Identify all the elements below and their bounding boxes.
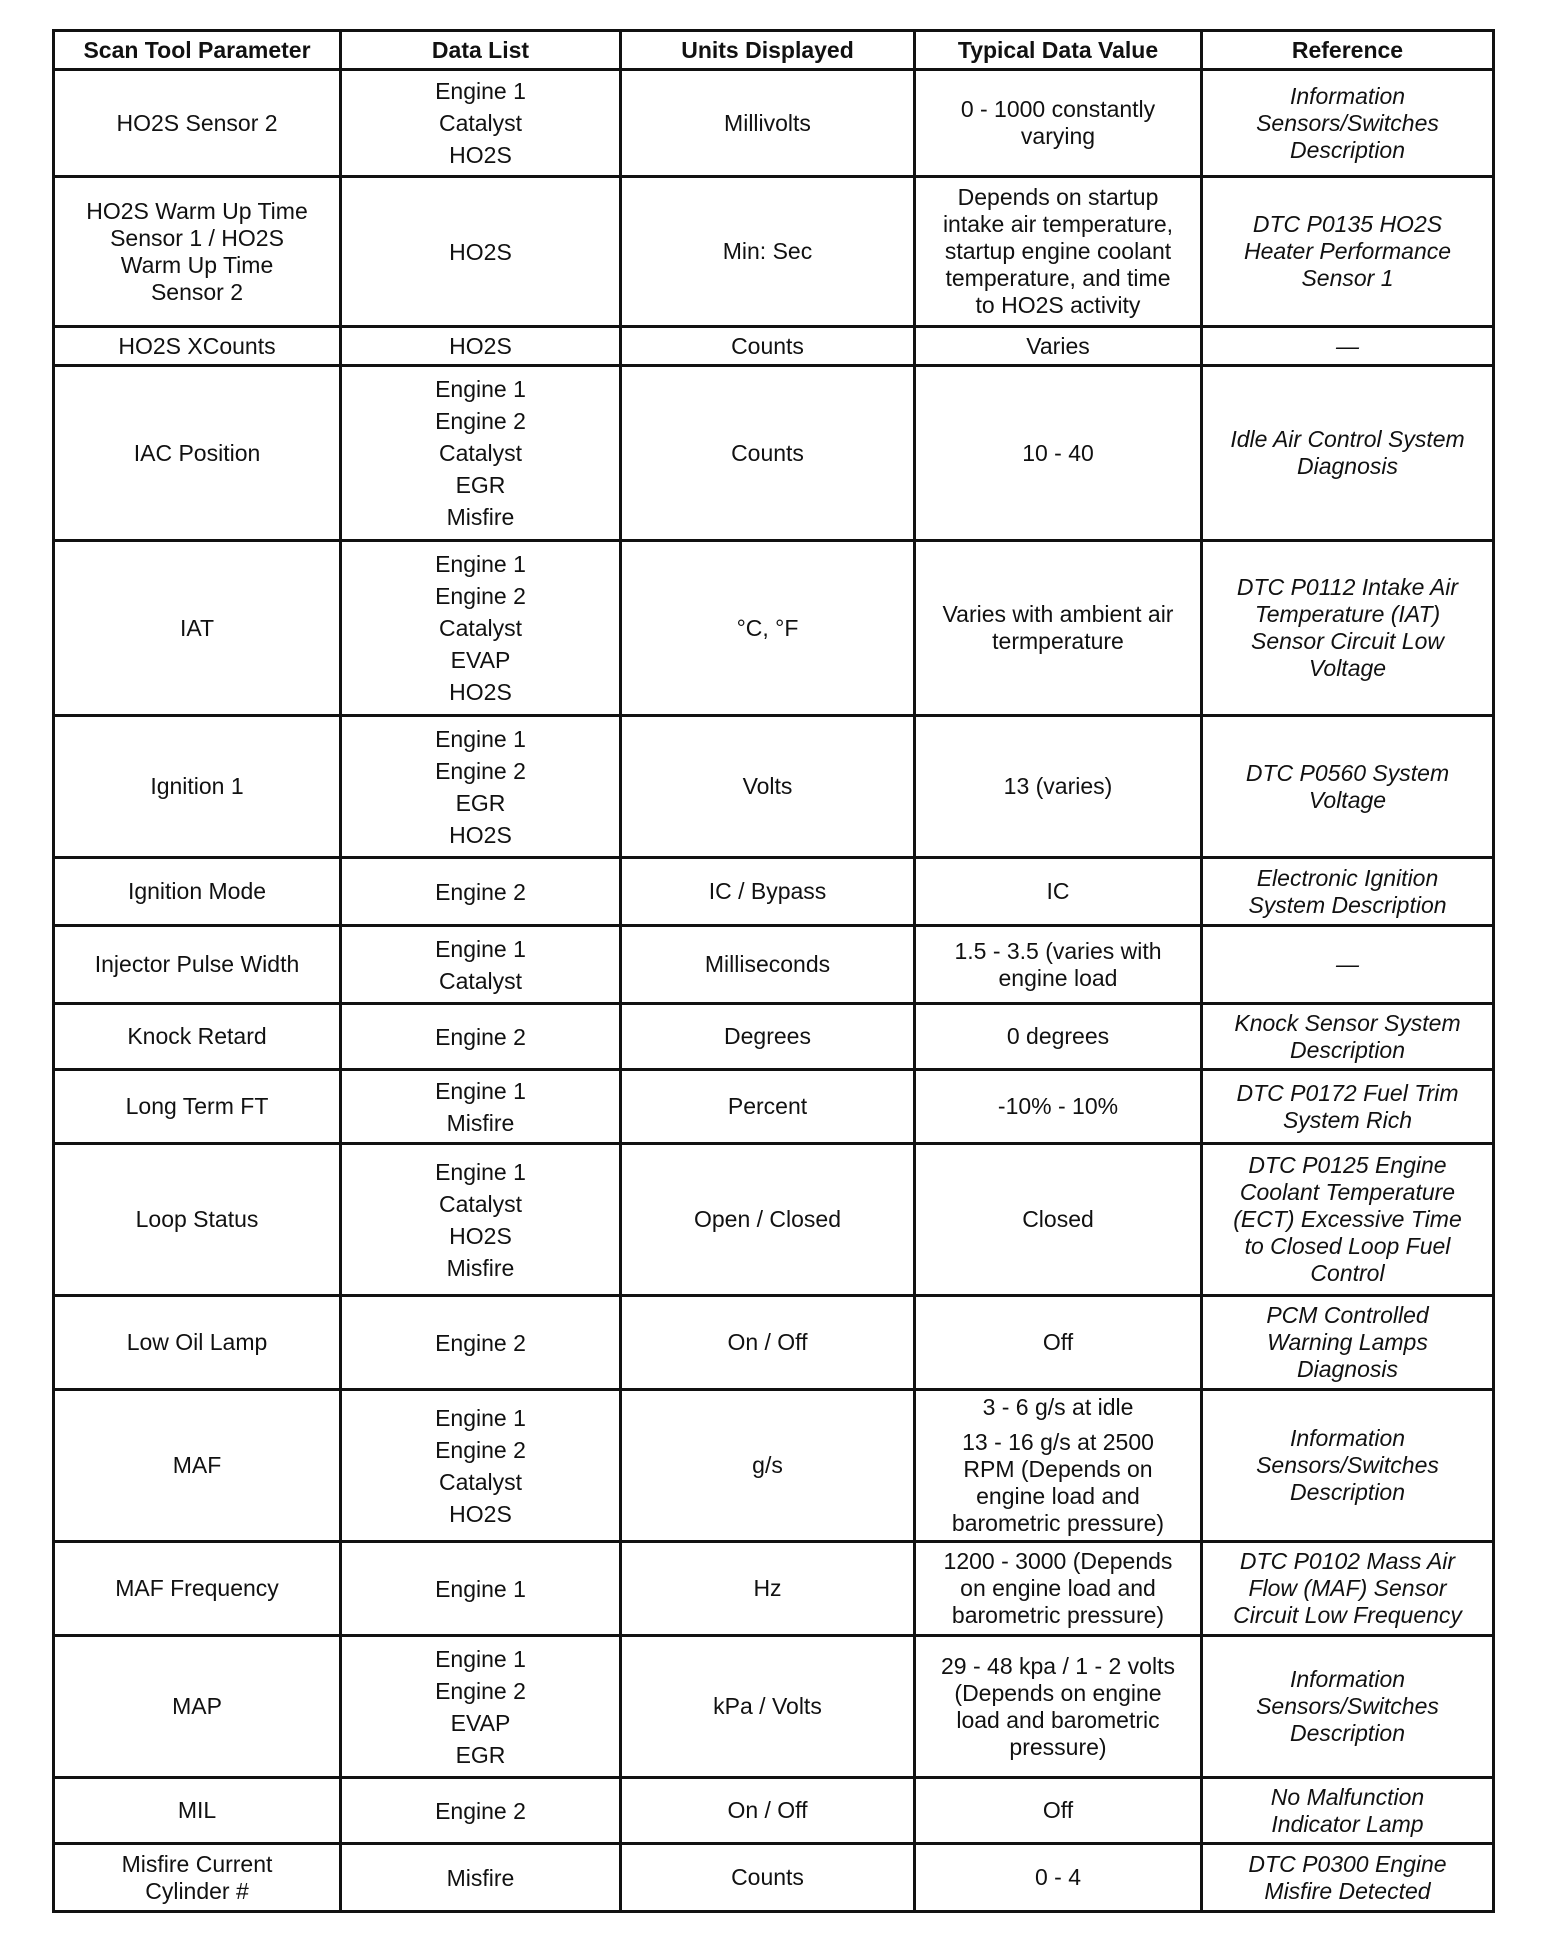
param-cell — [54, 541, 341, 716]
param-cell-line: Loop Status — [135, 1206, 259, 1232]
data-list-cell-line: Catalyst — [438, 1190, 523, 1217]
table-row — [54, 1778, 1494, 1844]
reference-cell-line: DTC P0102 Mass Air — [1239, 1548, 1456, 1574]
data-list-cell-line: Engine 2 — [435, 1677, 526, 1704]
data-list-cell — [341, 1390, 621, 1542]
reference-cell-line: Voltage — [1308, 786, 1387, 813]
data-list-cell — [341, 1004, 621, 1070]
units-cell-line: Counts — [731, 439, 804, 466]
typical-value-cell-line: 13 - 16 g/s at 2500 — [962, 1429, 1154, 1455]
units-cell-line: Min: Sec — [722, 238, 813, 264]
units-cell — [621, 1844, 915, 1912]
data-list-cell-line: EVAP — [450, 647, 511, 673]
typical-value-cell-line: intake air temperature, — [942, 211, 1174, 237]
data-list-cell-line: HO2S — [449, 238, 512, 265]
reference-cell-line: Sensors/Switches — [1256, 1693, 1439, 1719]
data-list-cell-line: Misfire — [446, 1254, 515, 1281]
reference-cell — [1202, 858, 1494, 926]
typical-value-cell-line: engine load — [998, 964, 1118, 991]
units-cell-line: Millivolts — [724, 109, 811, 136]
param-cell — [54, 858, 341, 926]
data-list-cell-line: Engine 1 — [435, 935, 526, 962]
param-cell — [54, 327, 341, 366]
data-list-cell-line: Engine 1 — [435, 1077, 526, 1104]
data-list-cell-line: Engine 1 — [435, 1575, 526, 1602]
data-list-cell-line: Engine 1 — [435, 725, 526, 752]
typical-value-cell — [915, 716, 1202, 858]
table-row — [54, 716, 1494, 858]
data-list-cell-line: Engine 1 — [435, 376, 526, 402]
data-list-cell-line: Misfire — [446, 504, 515, 530]
units-cell — [621, 1004, 915, 1070]
data-list-cell — [341, 70, 621, 177]
units-cell — [621, 858, 915, 926]
reference-cell-line: Description — [1289, 1720, 1406, 1746]
reference-cell — [1202, 1004, 1494, 1070]
data-list-cell-line: Misfire — [446, 1109, 515, 1136]
table-row — [54, 1844, 1494, 1912]
typical-value-cell — [915, 70, 1202, 177]
data-list-cell-line: HO2S — [449, 821, 512, 848]
data-list-cell-line: EGR — [455, 472, 506, 498]
param-cell-line: Knock Retard — [127, 1023, 267, 1049]
typical-value-cell — [915, 858, 1202, 926]
data-list-cell — [341, 1844, 621, 1912]
reference-cell-line: DTC P0560 System — [1245, 759, 1450, 786]
data-list-cell-line: HO2S — [449, 333, 512, 359]
reference-cell — [1202, 327, 1494, 366]
reference-cell-line: Coolant Temperature — [1239, 1179, 1456, 1205]
units-cell-line: Counts — [731, 332, 804, 359]
param-cell-line: MAP — [172, 1693, 222, 1719]
data-list-cell-line: Engine 2 — [435, 1023, 526, 1050]
typical-value-cell-line: Off — [1042, 1797, 1074, 1823]
units-cell — [621, 1070, 915, 1144]
data-list-cell-line: Catalyst — [438, 615, 523, 641]
data-list-cell-line: Engine 1 — [435, 551, 526, 577]
param-cell-line: IAC Position — [133, 439, 261, 466]
table-row — [54, 70, 1494, 177]
table-row — [54, 1636, 1494, 1778]
table-row — [54, 858, 1494, 926]
units-cell-line: Milliseconds — [704, 951, 831, 977]
typical-value-cell-line: Varies with ambient air — [942, 601, 1174, 627]
data-list-cell-line: Engine 2 — [435, 1797, 526, 1824]
header-typical-data-value: Typical Data Value — [915, 31, 1202, 70]
data-list-cell — [341, 1778, 621, 1844]
table-row — [54, 1144, 1494, 1296]
typical-value-cell — [915, 926, 1202, 1004]
reference-cell — [1202, 70, 1494, 177]
typical-value-cell-line: RPM (Depends on — [963, 1456, 1153, 1482]
param-cell — [54, 1390, 341, 1542]
param-cell — [54, 1542, 341, 1636]
table-row — [54, 177, 1494, 327]
param-cell-line: HO2S Warm Up Time — [86, 197, 308, 224]
data-list-cell — [341, 366, 621, 541]
typical-value-cell — [915, 1542, 1202, 1636]
param-cell-line: MAF Frequency — [115, 1575, 279, 1601]
data-list-cell-line: HO2S — [449, 1222, 512, 1249]
reference-cell-line: Information — [1289, 82, 1406, 109]
param-cell — [54, 1004, 341, 1070]
typical-value-cell — [915, 1844, 1202, 1912]
units-cell-line: Volts — [742, 773, 793, 799]
reference-cell-line: Description — [1289, 1036, 1406, 1063]
header-reference: Reference — [1202, 31, 1494, 70]
table-row — [54, 926, 1494, 1004]
typical-value-cell-line: 0 - 1000 constantly — [960, 96, 1156, 122]
reference-cell-line: Diagnosis — [1297, 453, 1398, 479]
typical-value-cell-line: 3 - 6 g/s at idle — [982, 1394, 1134, 1420]
reference-cell-line: Circuit Low Frequency — [1233, 1602, 1462, 1628]
typical-value-cell-line: startup engine coolant — [944, 238, 1172, 264]
param-cell-line: Injector Pulse Width — [94, 951, 300, 977]
reference-cell-line: Flow (MAF) Sensor — [1248, 1575, 1447, 1601]
data-list-cell — [341, 1296, 621, 1390]
units-cell — [621, 1296, 915, 1390]
reference-cell — [1202, 1636, 1494, 1778]
reference-cell-line: Information — [1289, 1666, 1406, 1692]
table-row — [54, 327, 1494, 366]
table-row — [54, 1070, 1494, 1144]
document-page — [52, 29, 1492, 1913]
reference-cell-line: Description — [1289, 136, 1406, 163]
data-list-cell-line: Engine 1 — [435, 78, 526, 104]
reference-cell — [1202, 1778, 1494, 1844]
units-cell — [621, 1778, 915, 1844]
table-row — [54, 366, 1494, 541]
table-row — [54, 1004, 1494, 1070]
typical-value-cell — [915, 1296, 1202, 1390]
data-list-cell — [341, 926, 621, 1004]
typical-value-cell-line: pressure) — [1009, 1733, 1107, 1760]
param-cell — [54, 177, 341, 327]
table-row — [54, 1296, 1494, 1390]
data-list-cell-line: Engine 1 — [435, 1158, 526, 1185]
typical-value-cell-line: on engine load and — [960, 1575, 1156, 1601]
param-cell-line: HO2S XCounts — [118, 332, 276, 359]
units-cell — [621, 926, 915, 1004]
param-cell-line: Sensor 2 — [150, 278, 244, 305]
param-cell — [54, 1778, 341, 1844]
param-cell-line: Ignition 1 — [150, 773, 244, 799]
param-cell — [54, 926, 341, 1004]
param-cell — [54, 366, 341, 541]
data-list-cell-line: Engine 2 — [435, 1329, 526, 1356]
typical-value-cell — [915, 1636, 1202, 1778]
typical-value-cell-line: 1200 - 3000 (Depends — [943, 1548, 1173, 1574]
units-cell — [621, 1636, 915, 1778]
data-list-cell — [341, 177, 621, 327]
units-cell — [621, 716, 915, 858]
reference-cell — [1202, 1844, 1494, 1912]
table-header-row — [54, 31, 1494, 70]
param-cell-line: Low Oil Lamp — [126, 1329, 268, 1355]
data-list-cell-line: Engine 1 — [435, 1645, 526, 1672]
typical-value-cell — [915, 1390, 1202, 1542]
data-list-cell-line: Engine 2 — [435, 408, 526, 434]
typical-value-cell-line: Off — [1042, 1329, 1074, 1355]
units-cell-line: Hz — [753, 1575, 782, 1601]
typical-value-cell — [915, 366, 1202, 541]
reference-cell-line: Sensors/Switches — [1256, 1452, 1439, 1478]
data-list-cell-line: HO2S — [449, 679, 512, 705]
data-list-cell-line: EGR — [455, 789, 506, 816]
reference-cell — [1202, 1070, 1494, 1144]
param-cell-line: Ignition Mode — [127, 878, 267, 904]
data-list-cell — [341, 327, 621, 366]
param-cell — [54, 716, 341, 858]
reference-cell-line: System Description — [1248, 891, 1447, 918]
units-cell — [621, 70, 915, 177]
data-list-cell — [341, 1636, 621, 1778]
reference-cell-line: Misfire Detected — [1264, 1877, 1431, 1904]
typical-value-cell-line: IC — [1046, 878, 1070, 904]
typical-value-cell-line: temperature, and time — [945, 265, 1171, 291]
data-list-cell-line: Engine 1 — [435, 1404, 526, 1431]
typical-value-cell-line: 0 - 4 — [1034, 1864, 1082, 1890]
data-list-cell-line: Engine 2 — [435, 878, 526, 905]
typical-value-cell-line: Closed — [1022, 1206, 1094, 1232]
reference-cell-line: to Closed Loop Fuel — [1244, 1233, 1451, 1259]
data-list-cell-line: Catalyst — [438, 967, 523, 994]
units-cell-line: Degrees — [724, 1023, 811, 1049]
header-scan-tool-parameter: Scan Tool Parameter — [54, 31, 341, 70]
typical-value-cell — [915, 327, 1202, 366]
reference-cell-line: Idle Air Control System — [1230, 426, 1465, 452]
typical-value-cell-line: 10 - 40 — [1022, 439, 1094, 466]
data-list-cell-line: Catalyst — [438, 110, 523, 136]
param-cell — [54, 70, 341, 177]
reference-cell-line: Information — [1289, 1425, 1406, 1451]
data-list-cell — [341, 1070, 621, 1144]
typical-value-cell — [915, 1778, 1202, 1844]
typical-value-cell-line: varying — [1020, 123, 1096, 149]
units-cell — [621, 1390, 915, 1542]
table-row — [54, 1390, 1494, 1542]
data-list-cell-line: EGR — [455, 1741, 506, 1768]
typical-value-cell — [915, 177, 1202, 327]
data-list-cell-line: Engine 2 — [435, 583, 526, 609]
param-cell — [54, 1144, 341, 1296]
typical-value-cell-line: 13 (varies) — [1003, 773, 1113, 799]
reference-cell-line: DTC P0135 HO2S — [1252, 211, 1443, 237]
reference-cell — [1202, 1390, 1494, 1542]
param-cell-line: Long Term FT — [125, 1093, 269, 1119]
reference-cell-line: Heater Performance — [1243, 238, 1452, 264]
data-list-cell — [341, 716, 621, 858]
reference-cell-line: Diagnosis — [1297, 1356, 1398, 1382]
reference-cell-line: Indicator Lamp — [1271, 1810, 1424, 1837]
typical-value-cell-line: Depends on startup — [957, 184, 1159, 210]
reference-cell-line: Sensor 1 — [1301, 265, 1394, 291]
typical-value-cell-line: (Depends on engine — [954, 1679, 1162, 1706]
units-cell — [621, 1144, 915, 1296]
param-cell-line: MIL — [177, 1797, 217, 1823]
data-list-cell-line: Engine 2 — [435, 757, 526, 784]
reference-cell-line: DTC P0300 Engine — [1248, 1850, 1447, 1877]
reference-cell — [1202, 926, 1494, 1004]
data-list-cell-line: Catalyst — [438, 440, 523, 466]
typical-value-cell-line: barometric pressure) — [951, 1602, 1165, 1628]
reference-cell-line: System Rich — [1282, 1106, 1413, 1133]
reference-cell-line: Control — [1310, 1260, 1385, 1286]
param-cell-line: MAF — [172, 1452, 222, 1478]
typical-value-cell — [915, 1004, 1202, 1070]
reference-cell — [1202, 177, 1494, 327]
table-row — [54, 541, 1494, 716]
param-cell — [54, 1296, 341, 1390]
reference-cell — [1202, 716, 1494, 858]
param-cell-line: Warm Up Time — [120, 251, 274, 278]
param-cell-line: Sensor 1 / HO2S — [110, 224, 284, 251]
param-cell — [54, 1844, 341, 1912]
reference-cell — [1202, 1144, 1494, 1296]
data-list-cell — [341, 1542, 621, 1636]
header-data-list: Data List — [341, 31, 621, 70]
reference-cell-line: DTC P0172 Fuel Trim — [1236, 1079, 1459, 1106]
reference-cell-line: Knock Sensor System — [1234, 1009, 1461, 1036]
units-cell — [621, 177, 915, 327]
reference-cell — [1202, 366, 1494, 541]
data-list-cell-line: EVAP — [450, 1709, 511, 1736]
reference-cell-line: No Malfunction — [1270, 1783, 1425, 1810]
reference-cell — [1202, 1542, 1494, 1636]
reference-cell — [1202, 1296, 1494, 1390]
reference-cell-line: PCM Controlled — [1266, 1302, 1429, 1328]
units-cell-line: °C, °F — [736, 614, 799, 641]
typical-value-cell-line: engine load and — [976, 1483, 1140, 1509]
typical-value-cell-line: barometric pressure) — [951, 1510, 1165, 1536]
data-list-cell-line: Engine 2 — [435, 1436, 526, 1463]
typical-value-cell-line: 1.5 - 3.5 (varies with — [954, 937, 1162, 964]
reference-cell-line: DTC P0112 Intake Air — [1236, 574, 1459, 600]
reference-cell-line: Warning Lamps — [1267, 1329, 1428, 1355]
units-cell-line: IC / Bypass — [708, 878, 827, 904]
param-cell-line: Cylinder # — [145, 1877, 249, 1904]
data-list-cell — [341, 1144, 621, 1296]
units-cell-line: kPa / Volts — [713, 1693, 822, 1719]
reference-cell-line: — — [1336, 951, 1359, 977]
units-cell-line: g/s — [752, 1452, 783, 1478]
data-list-cell — [341, 858, 621, 926]
data-list-cell-line: HO2S — [449, 1500, 512, 1527]
units-cell-line: Open / Closed — [693, 1206, 842, 1232]
header-units-displayed: Units Displayed — [621, 31, 915, 70]
table-row — [54, 1542, 1494, 1636]
typical-value-cell — [915, 1070, 1202, 1144]
reference-cell-line: DTC P0125 Engine — [1248, 1152, 1447, 1178]
typical-value-cell-line: -10% - 10% — [997, 1093, 1119, 1119]
data-list-cell-line: Misfire — [446, 1864, 515, 1891]
data-list-cell-line: Catalyst — [438, 1468, 523, 1495]
units-cell-line: Percent — [727, 1093, 808, 1119]
reference-cell-line: Temperature (IAT) — [1254, 601, 1441, 627]
reference-cell-line: Voltage — [1308, 655, 1387, 681]
typical-value-cell-line: termperature — [992, 628, 1124, 654]
param-cell-line: HO2S Sensor 2 — [116, 109, 278, 136]
typical-value-cell — [915, 541, 1202, 716]
typical-value-cell-line: 29 - 48 kpa / 1 - 2 volts — [941, 1652, 1175, 1679]
reference-cell-line: Electronic Ignition — [1256, 864, 1439, 891]
units-cell — [621, 1542, 915, 1636]
table-body — [54, 70, 1494, 1912]
reference-cell-line: (ECT) Excessive Time — [1233, 1206, 1462, 1232]
reference-cell-line: Sensors/Switches — [1256, 109, 1439, 136]
units-cell — [621, 541, 915, 716]
units-cell-line: On / Off — [727, 1329, 808, 1355]
reference-cell-line: Sensor Circuit Low — [1250, 628, 1445, 654]
units-cell — [621, 327, 915, 366]
param-cell-line: Misfire Current — [121, 1850, 273, 1877]
typical-value-cell-line: Varies — [1026, 332, 1090, 359]
param-cell-line: IAT — [179, 614, 215, 641]
units-cell-line: Counts — [731, 1864, 804, 1890]
param-cell — [54, 1070, 341, 1144]
reference-cell — [1202, 541, 1494, 716]
data-list-cell — [341, 541, 621, 716]
reference-cell-line: — — [1336, 332, 1359, 359]
scan-tool-data-table — [52, 29, 1495, 1913]
units-cell-line: On / Off — [727, 1797, 808, 1823]
typical-value-cell — [915, 1144, 1202, 1296]
units-cell — [621, 366, 915, 541]
typical-value-cell-line: 0 degrees — [1006, 1023, 1110, 1049]
reference-cell-line: Description — [1289, 1479, 1406, 1505]
data-list-cell-line: HO2S — [449, 142, 512, 168]
param-cell — [54, 1636, 341, 1778]
typical-value-cell-line: to HO2S activity — [975, 292, 1141, 318]
typical-value-cell-line: load and barometric — [956, 1706, 1160, 1733]
